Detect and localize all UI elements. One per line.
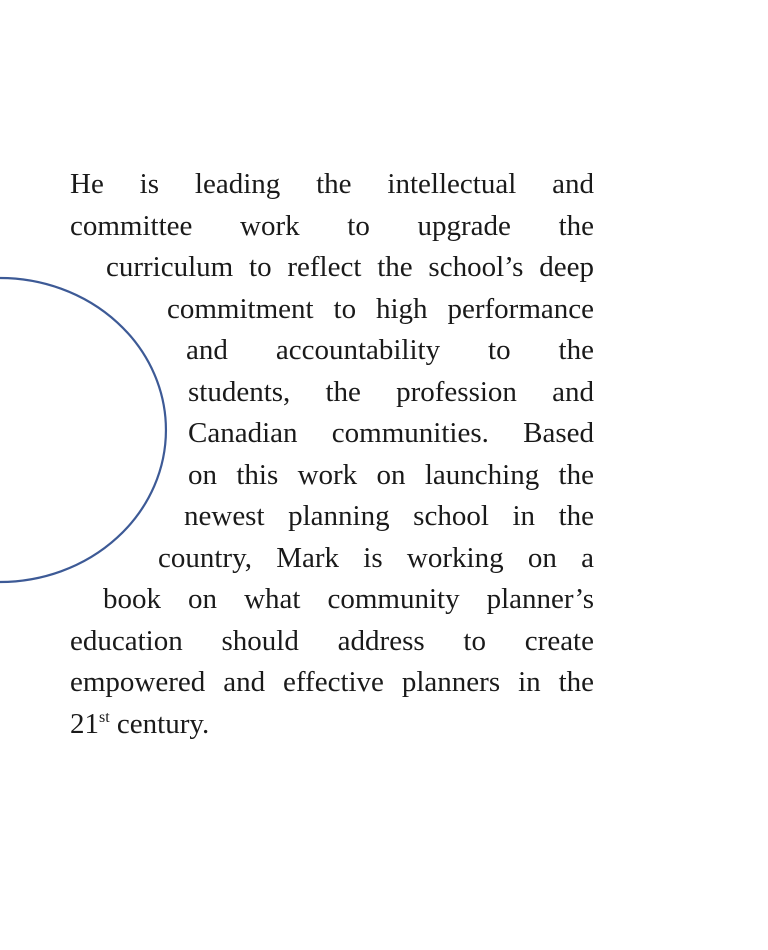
ordinal-suffix: st xyxy=(99,709,110,726)
text-line: commitment to high performance xyxy=(167,293,594,325)
text-line: country, Mark is working on a xyxy=(158,542,594,574)
text-line: newest planning school in the xyxy=(184,500,594,532)
text-line: and accountability to the xyxy=(186,334,594,366)
text-line: book on what community planner’s xyxy=(103,583,594,615)
circle-outline-icon xyxy=(0,0,170,600)
text-line-last xyxy=(70,707,594,743)
text-line: Canadian communities. Based xyxy=(188,417,594,449)
text-line: He is leading the intellectual and xyxy=(70,168,594,200)
text-line: students, the profession and xyxy=(188,376,594,408)
text-line: committee work to upgrade the xyxy=(70,210,594,242)
last-line-text: century. xyxy=(109,708,210,740)
ordinal-number: 21 xyxy=(70,708,99,740)
text-line: curriculum to reflect the school’s deep xyxy=(106,251,594,283)
text-line: on this work on launching the xyxy=(188,459,594,491)
text-line: education should address to create xyxy=(70,625,594,657)
text-line: empowered and effective planners in the xyxy=(70,666,594,698)
